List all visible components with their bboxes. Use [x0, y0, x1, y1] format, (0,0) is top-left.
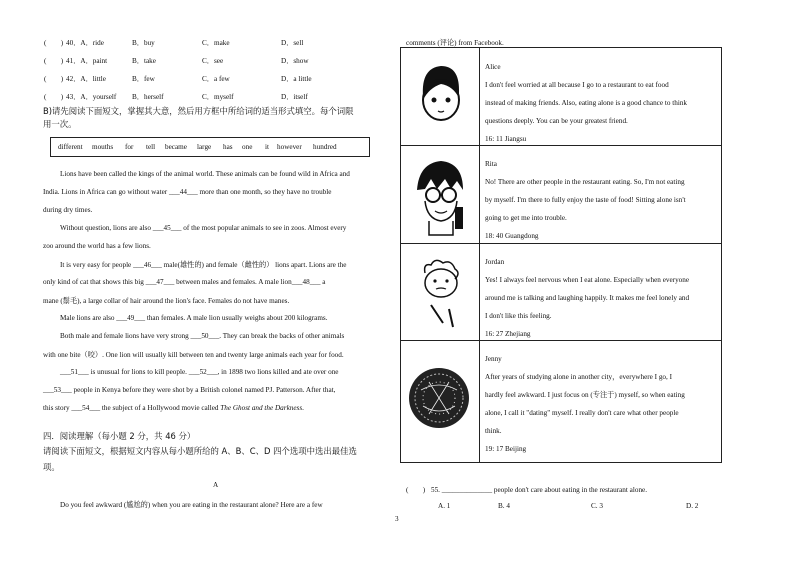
blank-54[interactable]: ___54___ [71, 404, 101, 412]
comment-text: around me is talking and laughing happily. It makes me feel lonely and [485, 294, 690, 302]
word-box [50, 137, 370, 157]
passage-line: with one bite（咬）. One lion will usually kill between ten and twenty large animals each year for food. [43, 351, 344, 359]
comment-time: 16: 27 Zhejiang [485, 330, 531, 338]
passage-line: It is very easy for people ___46___ male(雄性的) and female（雌性的） lions apart. Lions are the [60, 261, 347, 269]
word: has [223, 143, 233, 151]
blank-44[interactable]: ___44___ [168, 188, 198, 196]
q55-option-b[interactable]: B. 4 [498, 502, 510, 510]
comment-text: I don't feel worried at all because I go to a restaurant to eat food [485, 81, 669, 89]
comment-text: questions deeply. You can be your greatest friend. [485, 117, 628, 125]
blank-51[interactable]: ___51___ [60, 368, 89, 376]
avatar [401, 145, 480, 243]
word: mouths [92, 143, 114, 151]
blank-45[interactable]: ___45___ [152, 224, 182, 232]
blank-50[interactable]: ___50___ [190, 332, 220, 340]
comment-time: 18: 40 Guangdong [485, 232, 539, 240]
section-b-instruction-2: 用一次。 [43, 119, 77, 129]
section-4-title: 四．阅读理解（每小题 2 分，共 46 分） [43, 431, 196, 441]
passage-line: zoo around the world has a few lions. [43, 242, 151, 250]
blank-47[interactable]: ___47___ [145, 278, 175, 286]
comment-name: Rita [485, 160, 497, 168]
word: different [58, 143, 83, 151]
word: however [277, 143, 302, 151]
passage-line: only kind of cat that shows this big ___47___ between males and females. A male lion___48___ a [43, 278, 326, 286]
blank-46[interactable]: ___46___ [133, 261, 162, 269]
comment-text: think. [485, 427, 502, 435]
passage-line: ___53___ people in Kenya before they were shot by a British colonel named PJ. Patterson. After that, [43, 386, 336, 394]
q55-option-a[interactable]: A. 1 [438, 502, 451, 510]
comment-text: Yes! I always feel nervous when I eat alone. Especially when everyone [485, 276, 690, 284]
avatar [401, 340, 480, 462]
comment-text: No! There are other people in the restaurant eating. So, I'm not eating [485, 178, 685, 186]
comment-text: by myself. I'm there to fully enjoy the taste of food! Sitting alone isn't [485, 196, 686, 204]
comment-name: Jordan [485, 258, 505, 266]
passage-line: Lions have been called the kings of the animal world. These animals can be found wild in Africa and [60, 170, 350, 178]
word: for [125, 143, 134, 151]
section-4-instruction-2: 项。 [43, 462, 60, 472]
comment-name: Jenny [485, 355, 502, 363]
page-number: 3 [395, 515, 399, 523]
q55-option-c[interactable]: C. 3 [591, 502, 603, 510]
word: tell [146, 143, 156, 151]
blank-48[interactable]: ___48___ [291, 278, 321, 286]
question-55: ( ) 55. ______________ people don't care about eating in the restaurant alone. [406, 486, 648, 494]
word: hundred [313, 143, 337, 151]
comment-row [401, 48, 721, 146]
section-b-instruction-1: B)请先阅读下面短文，掌握其大意，然后用方框中所给词的适当形式填空。每个词限 [43, 106, 354, 116]
avatar [401, 243, 480, 340]
comment-text: I don't like this feeling. [485, 312, 552, 320]
blank-49[interactable]: ___49___ [116, 314, 146, 322]
comment-text: After years of studying alone in another city，everywhere I go, I [485, 373, 673, 381]
movie-title: The Ghost and the Darkness [220, 404, 303, 412]
comment-text: going to get me into trouble. [485, 214, 567, 222]
comment-row [401, 145, 721, 244]
blank-53[interactable]: ___53___ [43, 386, 72, 394]
comment-name: Alice [485, 63, 501, 71]
comment-time: 16: 11 Jiangsu [485, 135, 527, 143]
comment-time: 19: 17 Beijing [485, 445, 527, 453]
comment-text: instead of making friends. Also, eating alone is a good chance to think [485, 99, 688, 107]
passage-line: Both male and female lions have very strong ___50___. They can break the backs of other animals [60, 332, 345, 340]
word: it [265, 143, 269, 151]
blank-52[interactable]: ___52___ [188, 368, 218, 376]
passage-line: India. Lions in Africa can go without water ___44___ more than one month, so they have no trouble [43, 188, 332, 196]
passage-line: Without question, lions are also ___45___ of the most popular animals to see in zoos. Almost every [60, 224, 347, 232]
q55-option-d[interactable]: D. 2 [686, 502, 699, 510]
comment-text: alone, I call it "dating" myself. I really don't care what other people [485, 409, 679, 417]
word: became [165, 143, 187, 151]
passage-label: A [213, 481, 219, 489]
passage-line: ___51___ is unusual for lions to kill people. ___52___, in 1898 two lions killed and ate over one [60, 368, 339, 376]
word: large [197, 143, 212, 151]
avatar [401, 48, 480, 145]
comment-row [401, 243, 721, 341]
comment-row [401, 340, 721, 462]
comment-text: hardly feel awkward. I just focus on (专注于) myself, so when eating [485, 391, 685, 399]
comments-intro: comments (评论) from Facebook. [406, 39, 504, 47]
word: one [242, 143, 253, 151]
section-4-instruction-1: 请阅读下面短文，根据短文内容从每小题所给的 A、B、C、D 四个选项中选出最佳选 [43, 446, 357, 456]
passage-line: Do you feel awkward (尴尬的) when you are eating in the restaurant alone? Here are a few [60, 501, 323, 509]
passage-line: mane (鬃毛), a large collar of hair around the lion's face. Females do not have manes. [43, 297, 290, 305]
passage-line: during dry times. [43, 206, 93, 214]
comments-table [400, 47, 722, 463]
passage-line: Male lions are also ___49___ than females. A male lion usually weighs about 200 kilograms. [60, 314, 328, 322]
passage-line: this story ___54___ the subject of a Hollywood movie called The Ghost and the Darkness. [43, 404, 304, 412]
